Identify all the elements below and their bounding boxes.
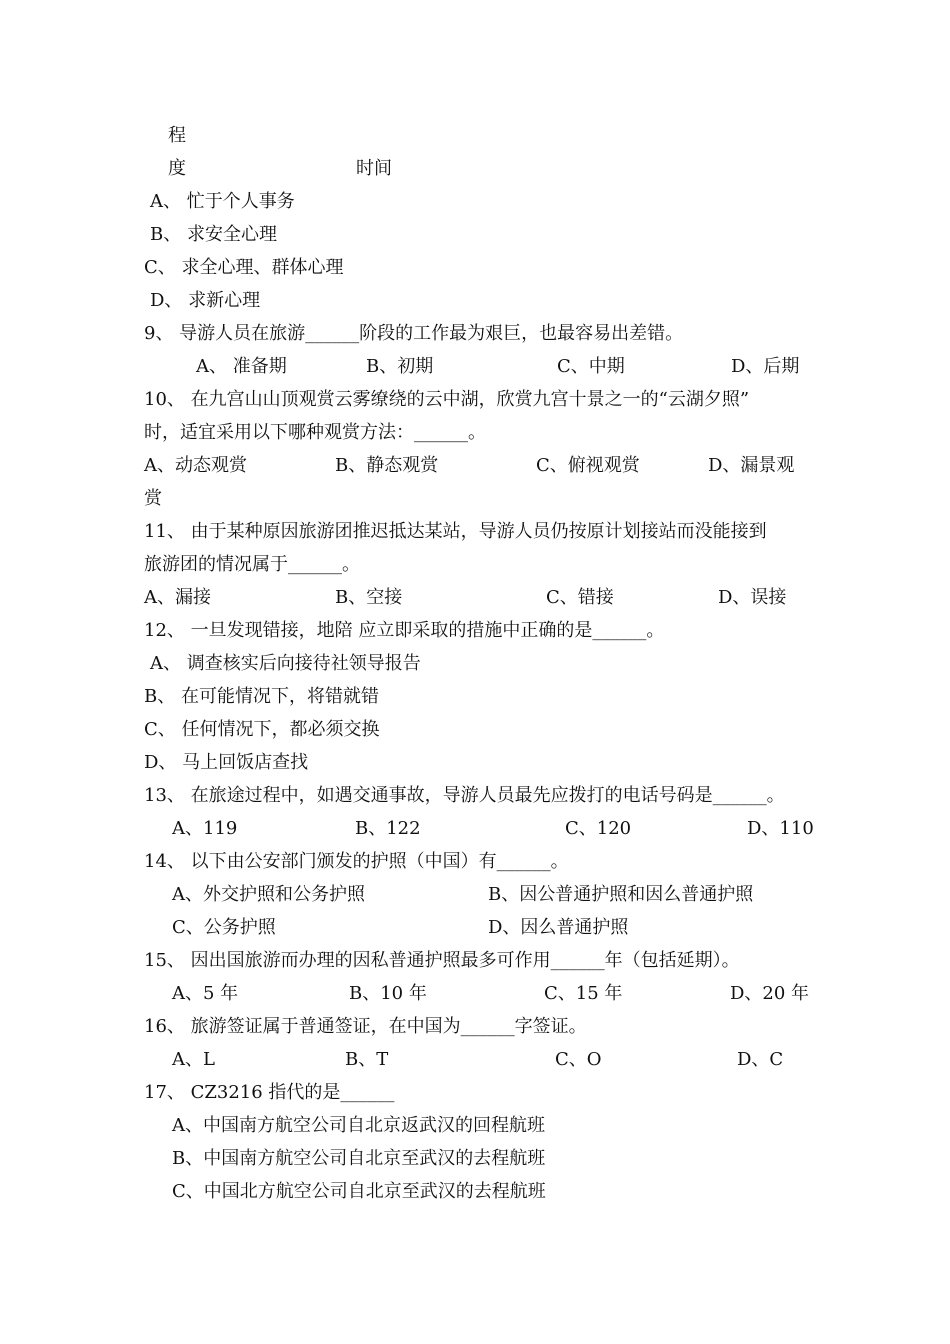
q9-option-a: A、 准备期 xyxy=(196,356,287,377)
q15-option-c: C、15 年 xyxy=(544,983,623,1004)
q16-option-c: C、O xyxy=(555,1049,602,1070)
q11-option-c: C、错接 xyxy=(546,587,614,608)
q9-option-d: D、后期 xyxy=(731,356,800,377)
q16-stem: 16、 旅游签证属于普通签证，在中国为______字签证。 xyxy=(144,1016,587,1037)
q13-stem: 13、 在旅途过程中，如遇交通事故，导游人员最先应拨打的电话号码是______。 xyxy=(144,785,785,806)
q10-stem-line2: 时，适宜采用以下哪种观赏方法：______。 xyxy=(144,422,486,443)
q11-option-d: D、误接 xyxy=(718,587,787,608)
q12-option-d: D、 马上回饭店查找 xyxy=(144,752,309,773)
q11-option-a: A、漏接 xyxy=(144,587,211,608)
q13-option-b: B、122 xyxy=(355,818,421,839)
header-cheng: 程 xyxy=(168,125,186,146)
q15-option-d: D、20 年 xyxy=(730,983,810,1004)
q9-option-b: B、初期 xyxy=(366,356,434,377)
header-shijian: 时间 xyxy=(356,158,392,179)
q10-option-d-continued: 赏 xyxy=(144,488,162,509)
q11-option-b: B、空接 xyxy=(335,587,403,608)
q8-option-b: B、 求安全心理 xyxy=(150,224,277,245)
q10-option-a: A、动态观赏 xyxy=(144,455,247,476)
q12-option-b: B、 在可能情况下，将错就错 xyxy=(144,686,379,707)
q14-option-a: A、外交护照和公务护照 xyxy=(172,884,365,905)
q17-stem: 17、 CZ3216 指代的是______ xyxy=(144,1082,395,1103)
q13-option-a: A、119 xyxy=(172,818,238,839)
q14-stem: 14、 以下由公安部门颁发的护照（中国）有______。 xyxy=(144,851,569,872)
q16-option-d: D、C xyxy=(737,1049,784,1070)
q12-option-c: C、 任何情况下，都必须交换 xyxy=(144,719,380,740)
q9-option-c: C、中期 xyxy=(557,356,625,377)
q12-option-a: A、 调查核实后向接待社领导报告 xyxy=(150,653,421,674)
q11-stem-line2: 旅游团的情况属于______。 xyxy=(144,554,360,575)
q10-option-c: C、俯视观赏 xyxy=(536,455,640,476)
q14-option-b: B、因公普通护照和因么普通护照 xyxy=(488,884,754,905)
q14-option-d: D、因么普通护照 xyxy=(488,917,629,938)
q15-option-a: A、5 年 xyxy=(172,983,239,1004)
q16-option-b: B、T xyxy=(345,1049,389,1070)
q17-option-c: C、中国北方航空公司自北京至武汉的去程航班 xyxy=(172,1181,546,1202)
q14-option-c: C、公务护照 xyxy=(172,917,276,938)
q16-option-a: A、L xyxy=(172,1049,215,1070)
q11-stem-line1: 11、 由于某种原因旅游团推迟抵达某站，导游人员仍按原计划接站而没能接到 xyxy=(144,521,767,542)
q13-option-d: D、110 xyxy=(747,818,814,839)
q15-option-b: B、10 年 xyxy=(349,983,427,1004)
q10-stem-line1: 10、 在九宫山山顶观赏云雾缭绕的云中湖，欣赏九宫十景之一的“云湖夕照” xyxy=(144,389,750,410)
q12-stem: 12、 一旦发现错接，地陪 应立即采取的措施中正确的是______。 xyxy=(144,620,665,641)
q8-option-d: D、 求新心理 xyxy=(150,290,261,311)
q17-option-b: B、中国南方航空公司自北京至武汉的去程航班 xyxy=(172,1148,546,1169)
q9-stem: 9、 导游人员在旅游______阶段的工作最为艰巨，也最容易出差错。 xyxy=(144,323,684,344)
q17-option-a: A、中国南方航空公司自北京返武汉的回程航班 xyxy=(172,1115,545,1136)
q8-option-a: A、 忙于个人事务 xyxy=(150,191,295,212)
q10-option-d: D、漏景观 xyxy=(708,455,795,476)
header-du: 度 xyxy=(168,158,186,179)
q8-option-c: C、 求全心理、群体心理 xyxy=(144,257,344,278)
q10-option-b: B、静态观赏 xyxy=(335,455,439,476)
q15-stem: 15、 因出国旅游而办理的因私普通护照最多可作用______年（包括延期）。 xyxy=(144,950,740,971)
q13-option-c: C、120 xyxy=(565,818,632,839)
